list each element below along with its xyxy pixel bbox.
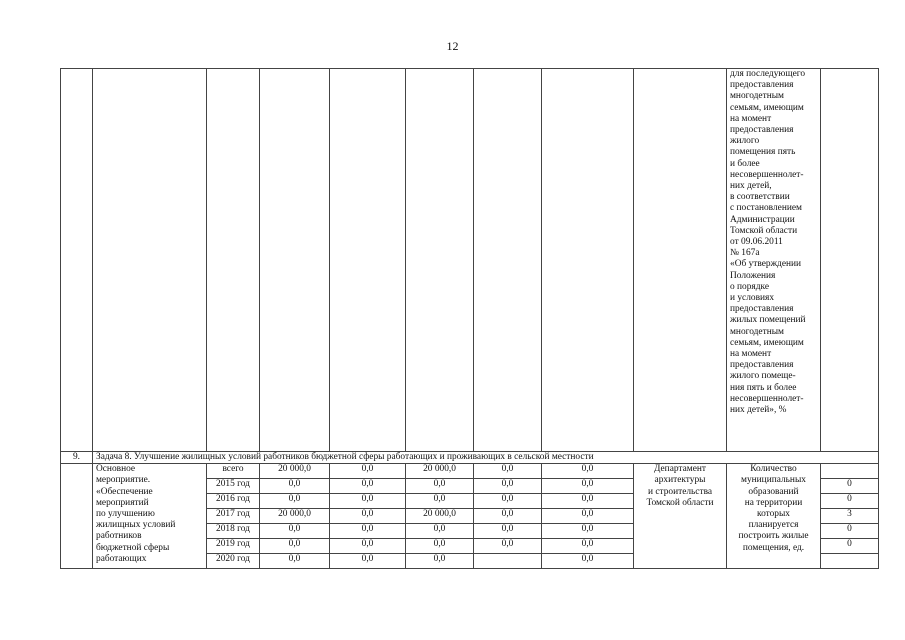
page-number: 12 [446,39,459,53]
cell-empty [406,69,474,452]
value-cell: 20 000,0 [406,464,474,479]
period-cell: 2016 год [207,494,260,509]
total-cell: 0,0 [260,524,330,539]
activity-name: Основное мероприятие. «Обеспечение мероприятий по улучшению жилищных условий работников бюджетной сферы работающих [93,464,207,569]
value-cell: 0,0 [474,464,542,479]
indicator-value: 0 [821,539,879,554]
value-cell: 0,0 [474,524,542,539]
indicator-name: Количество муниципальных образований на территории которых планируется построить жилые помещения, ед. [727,464,821,569]
total-cell: 0,0 [260,554,330,569]
cell-empty [207,69,260,452]
cell-empty [542,69,634,452]
value-cell: 0,0 [330,494,406,509]
period-cell: всего [207,464,260,479]
cell-empty [93,69,207,452]
value-cell: 0,0 [406,539,474,554]
total-cell: 20 000,0 [260,509,330,524]
period-cell: 2020 год [207,554,260,569]
indicator-value: 3 [821,509,879,524]
value-cell: 0,0 [474,509,542,524]
continued-row [61,69,879,452]
task-number: 9. [61,452,93,464]
value-cell: 0,0 [474,494,542,509]
program-table [60,68,879,569]
period-cell: 2019 год [207,539,260,554]
indicator-value [821,464,879,479]
indicator-value: 0 [821,494,879,509]
value-cell: 0,0 [542,464,634,479]
value-cell: 0,0 [406,554,474,569]
total-cell: 0,0 [260,494,330,509]
cell-empty [330,69,406,452]
total-cell: 20 000,0 [260,464,330,479]
task-title: Задача 8. Улучшение жилищных условий работников бюджетной сферы работающих и проживающих в сельской местности [93,452,879,464]
indicator-value: 0 [821,479,879,494]
value-cell: 0,0 [542,509,634,524]
value-cell: 0,0 [542,524,634,539]
cell-empty [821,69,879,452]
value-cell: 0,0 [330,524,406,539]
value-cell: 0,0 [330,554,406,569]
value-cell: 0,0 [474,479,542,494]
indicator-value: 0 [821,524,879,539]
value-cell: 0,0 [330,509,406,524]
value-cell: 0,0 [330,539,406,554]
period-cell: 2017 год [207,509,260,524]
value-cell: 0,0 [542,494,634,509]
value-cell: 0,0 [542,539,634,554]
cell-empty [61,464,93,569]
value-cell: 0,0 [542,479,634,494]
cell-empty [474,69,542,452]
indicator-value [821,554,879,569]
period-cell: 2015 год [207,479,260,494]
total-cell: 0,0 [260,479,330,494]
value-cell: 0,0 [406,494,474,509]
value-cell: 0,0 [406,524,474,539]
total-cell: 0,0 [260,539,330,554]
cell-empty [61,69,93,452]
executor: Департамент архитектуры и строительства Томской области [634,464,727,569]
task-row [61,452,879,464]
cell-empty [260,69,330,452]
value-cell: 0,0 [474,539,542,554]
table-row [61,464,879,479]
value-cell: 0,0 [542,554,634,569]
value-cell: 0,0 [406,479,474,494]
cell-empty [634,69,727,452]
value-cell: 0,0 [330,479,406,494]
value-cell: 20 000,0 [406,509,474,524]
period-cell: 2018 год [207,524,260,539]
continued-indicator-text: для последующего предоставления многодетным семьям, имеющим на момент предоставления жилого помещения пять и более несовершеннолет- них детей, в соответствии с постановлением Администрации Томской области от 09.06.2011 № 167а «Об утверждении Положения о порядке и условиях предоставления жилых помещений многодетным семьям, имеющим на момент предоставления жилого помеще- ния пять и более несовершеннолет- них детей», % [727,69,821,452]
value-cell: 0,0 [330,464,406,479]
value-cell [474,554,542,569]
